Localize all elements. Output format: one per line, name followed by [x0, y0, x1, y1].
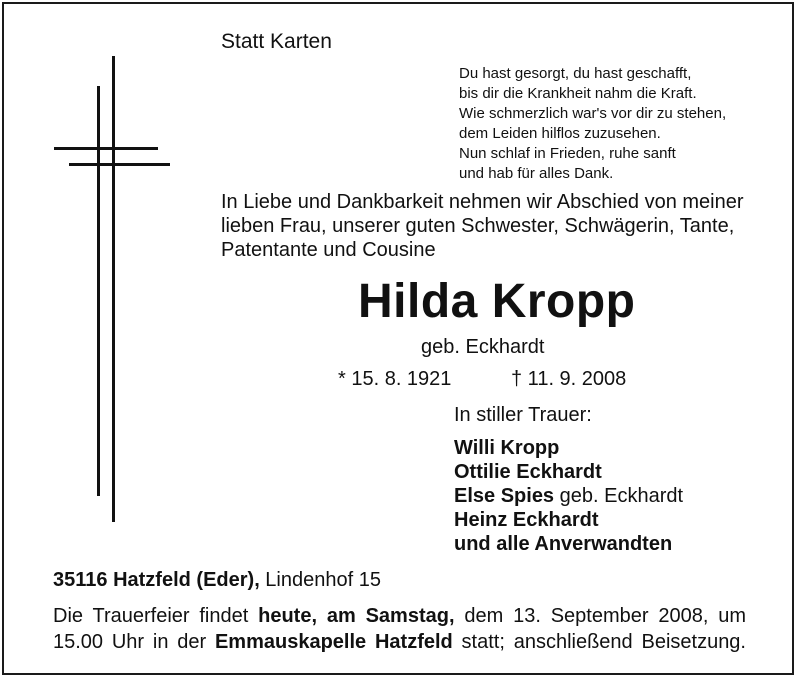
poem-line: Nun schlaf in Frieden, ruhe sanft [459, 145, 676, 162]
death-date: † 11. 9. 2008 [511, 368, 627, 390]
funeral-day: heute, am Samstag, [258, 605, 455, 627]
address-city: 35116 Hatzfeld (Eder), [53, 569, 260, 591]
poem-line: dem Leiden hilflos zuzusehen. [459, 125, 661, 142]
cross-horizontal-bar-1 [54, 147, 158, 150]
intro-text [221, 190, 744, 262]
funeral-line [53, 603, 746, 629]
mourner-suffix: geb. Eckhardt [554, 485, 684, 507]
poem-line: Wie schmerzlich war's vor dir zu stehen, [459, 105, 727, 122]
deceased-name: Hilda Kropp [358, 275, 636, 328]
funeral-info [53, 603, 746, 655]
mourner-item [454, 436, 683, 460]
address-street: Lindenhof 15 [259, 569, 381, 591]
funeral-text: Die Trauerfeier findet [53, 605, 259, 627]
mourner-name: Ottilie Eckhardt [454, 461, 602, 483]
mourner-item [454, 508, 683, 532]
cross-horizontal-bar-2 [69, 163, 170, 166]
mourners-list [454, 436, 683, 556]
mourner-item [454, 484, 683, 508]
mourner-item [454, 532, 683, 556]
mourners-label: In stiller Trauer: [454, 404, 592, 426]
address [53, 569, 381, 592]
cross-vertical-bar-1 [112, 56, 115, 522]
funeral-location: Emmauskapelle Hatzfeld [214, 631, 453, 653]
poem-line: bis dir die Krankheit nahm die Kraft. [459, 85, 697, 102]
mourner-name: Heinz Eckhardt [454, 509, 599, 531]
intro-line: In Liebe und Dankbarkeit nehmen wir Abschied von meiner [221, 191, 744, 213]
funeral-text: dem 13. September 2008, um [454, 605, 747, 627]
mourner-item [454, 460, 683, 484]
mourner-name: und alle Anverwandten [454, 533, 673, 555]
poem-line: und hab für alles Dank. [459, 165, 614, 182]
mourner-name: Else Spies [454, 485, 555, 507]
intro-line: Patentante und Cousine [221, 239, 436, 261]
funeral-text: 15.00 Uhr in der [53, 631, 215, 653]
mourner-name: Willi Kropp [454, 437, 560, 459]
birth-date: * 15. 8. 1921 [338, 368, 452, 390]
poem-line: Du hast gesorgt, du hast geschafft, [459, 65, 692, 82]
funeral-text: statt; anschließend Beisetzung. [452, 631, 746, 653]
intro-line: lieben Frau, unserer guten Schwester, Schwägerin, Tante, [221, 215, 735, 237]
statt-karten-heading: Statt Karten [221, 30, 332, 53]
deceased-born-name: geb. Eckhardt [421, 336, 545, 358]
poem [459, 64, 726, 184]
funeral-line [53, 629, 746, 655]
